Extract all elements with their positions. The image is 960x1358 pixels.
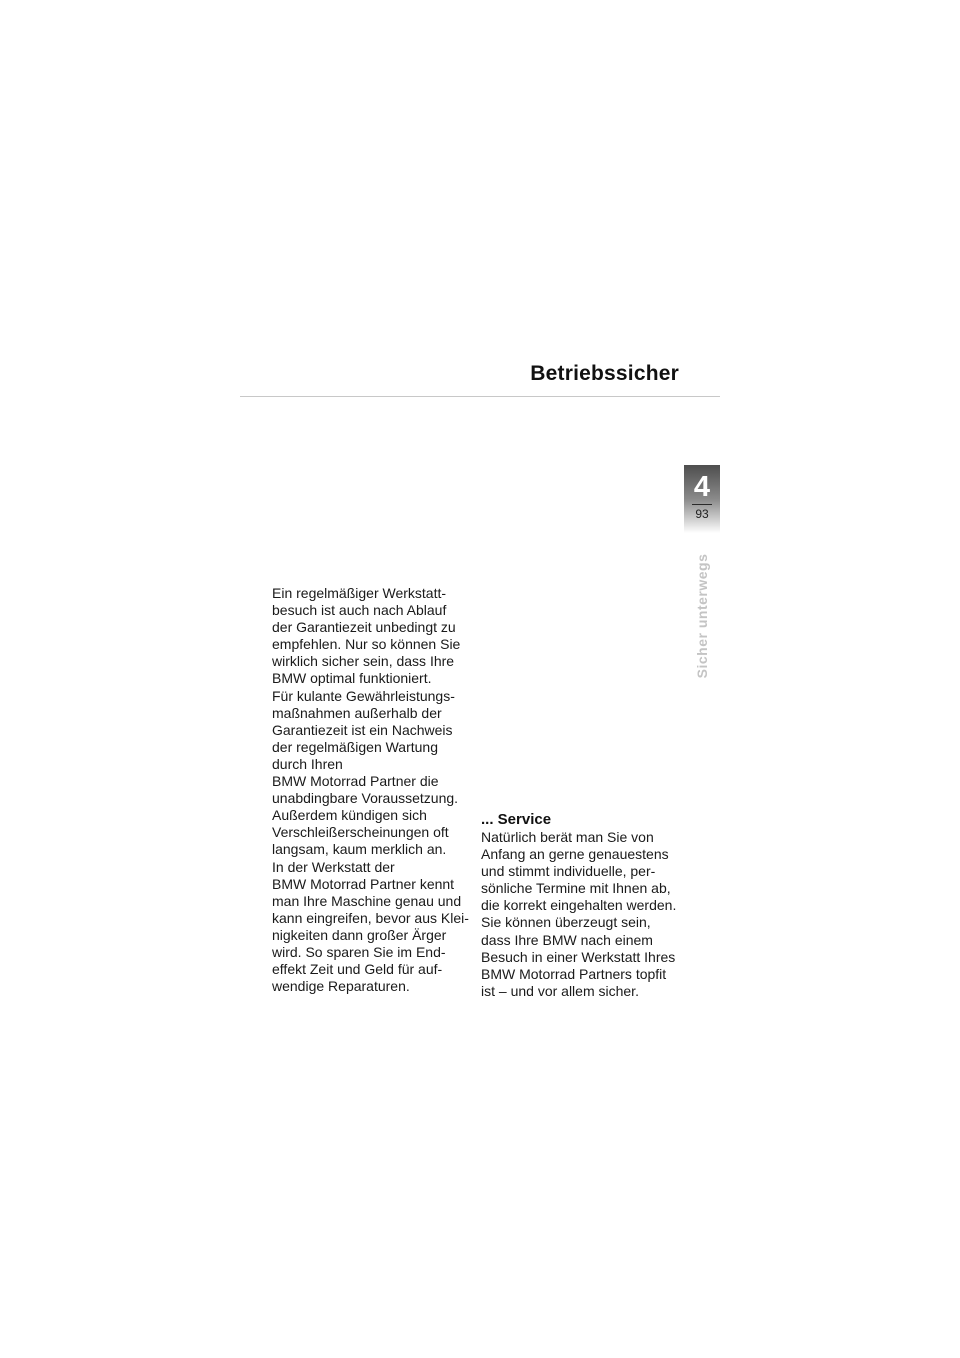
- text-line: Ein regelmäßiger Werkstatt-: [272, 585, 447, 601]
- text-line: kann eingreifen, bevor aus Klei-: [272, 909, 469, 926]
- text-line: man Ihre Maschine genau und: [272, 892, 462, 909]
- text-line: Natürlich berät man Sie von: [481, 829, 654, 845]
- page-number: 93: [695, 507, 709, 521]
- section-heading: ... Service: [481, 811, 552, 828]
- text-line: empfehlen. Nur so können Sie: [272, 636, 461, 653]
- text-line: und stimmt individuelle, per-: [481, 863, 656, 880]
- page-title: Betriebssicher: [530, 362, 679, 385]
- body-text-left: [272, 585, 472, 995]
- text-line: der Garantiezeit unbedingt zu: [272, 619, 456, 636]
- text-line: BMW Motorrad Partners topfit: [481, 965, 667, 982]
- text-line: Anfang an gerne genauestens: [481, 846, 669, 863]
- text-line: wendige Reparaturen.: [272, 978, 410, 995]
- text-line: der regelmäßigen Wartung: [272, 738, 439, 755]
- chapter-divider: [692, 504, 712, 505]
- text-line: besuch ist auch nach Ablauf: [272, 602, 447, 619]
- text-line: effekt Zeit und Geld für auf-: [272, 961, 443, 978]
- chapter-side-label: Sicher unterwegs: [694, 553, 710, 679]
- text-line: sönliche Termine mit Ihnen ab,: [481, 880, 671, 897]
- text-line: Außerdem kündigen sich: [272, 807, 427, 824]
- text-line: die korrekt eingehalten werden.: [481, 897, 677, 914]
- text-line: durch Ihren: [272, 755, 343, 772]
- text-line: dass Ihre BMW nach einem: [481, 931, 653, 948]
- body-text-right: [481, 811, 681, 1000]
- text-line: ist – und vor allem sicher.: [481, 982, 639, 999]
- text-line: Sie können überzeugt sein,: [481, 914, 651, 931]
- text-line: Garantiezeit ist ein Nachweis: [272, 721, 453, 738]
- title-divider: [240, 396, 720, 397]
- text-line: wird. So sparen Sie im End-: [272, 943, 446, 960]
- text-line: In der Werkstatt der: [272, 858, 395, 875]
- text-line: BMW Motorrad Partner kennt: [272, 875, 455, 892]
- text-line: Verschleißerscheinungen oft: [272, 824, 449, 841]
- text-line: nigkeiten dann großer Ärger: [272, 926, 447, 943]
- text-line: langsam, kaum merklich an.: [272, 841, 447, 858]
- text-line: unabdingbare Voraussetzung.: [272, 790, 459, 807]
- chapter-number: 4: [693, 471, 711, 503]
- text-line: maßnahmen außerhalb der: [272, 704, 442, 721]
- chapter-tab: [684, 465, 720, 533]
- text-line: wirklich sicher sein, dass Ihre: [272, 653, 455, 670]
- text-line: BMW optimal funktioniert.: [272, 670, 432, 687]
- text-line: Besuch in einer Werkstatt Ihres: [481, 948, 676, 965]
- text-line: Für kulante Gewährleistungs-: [272, 687, 455, 704]
- text-line: BMW Motorrad Partner die: [272, 773, 439, 790]
